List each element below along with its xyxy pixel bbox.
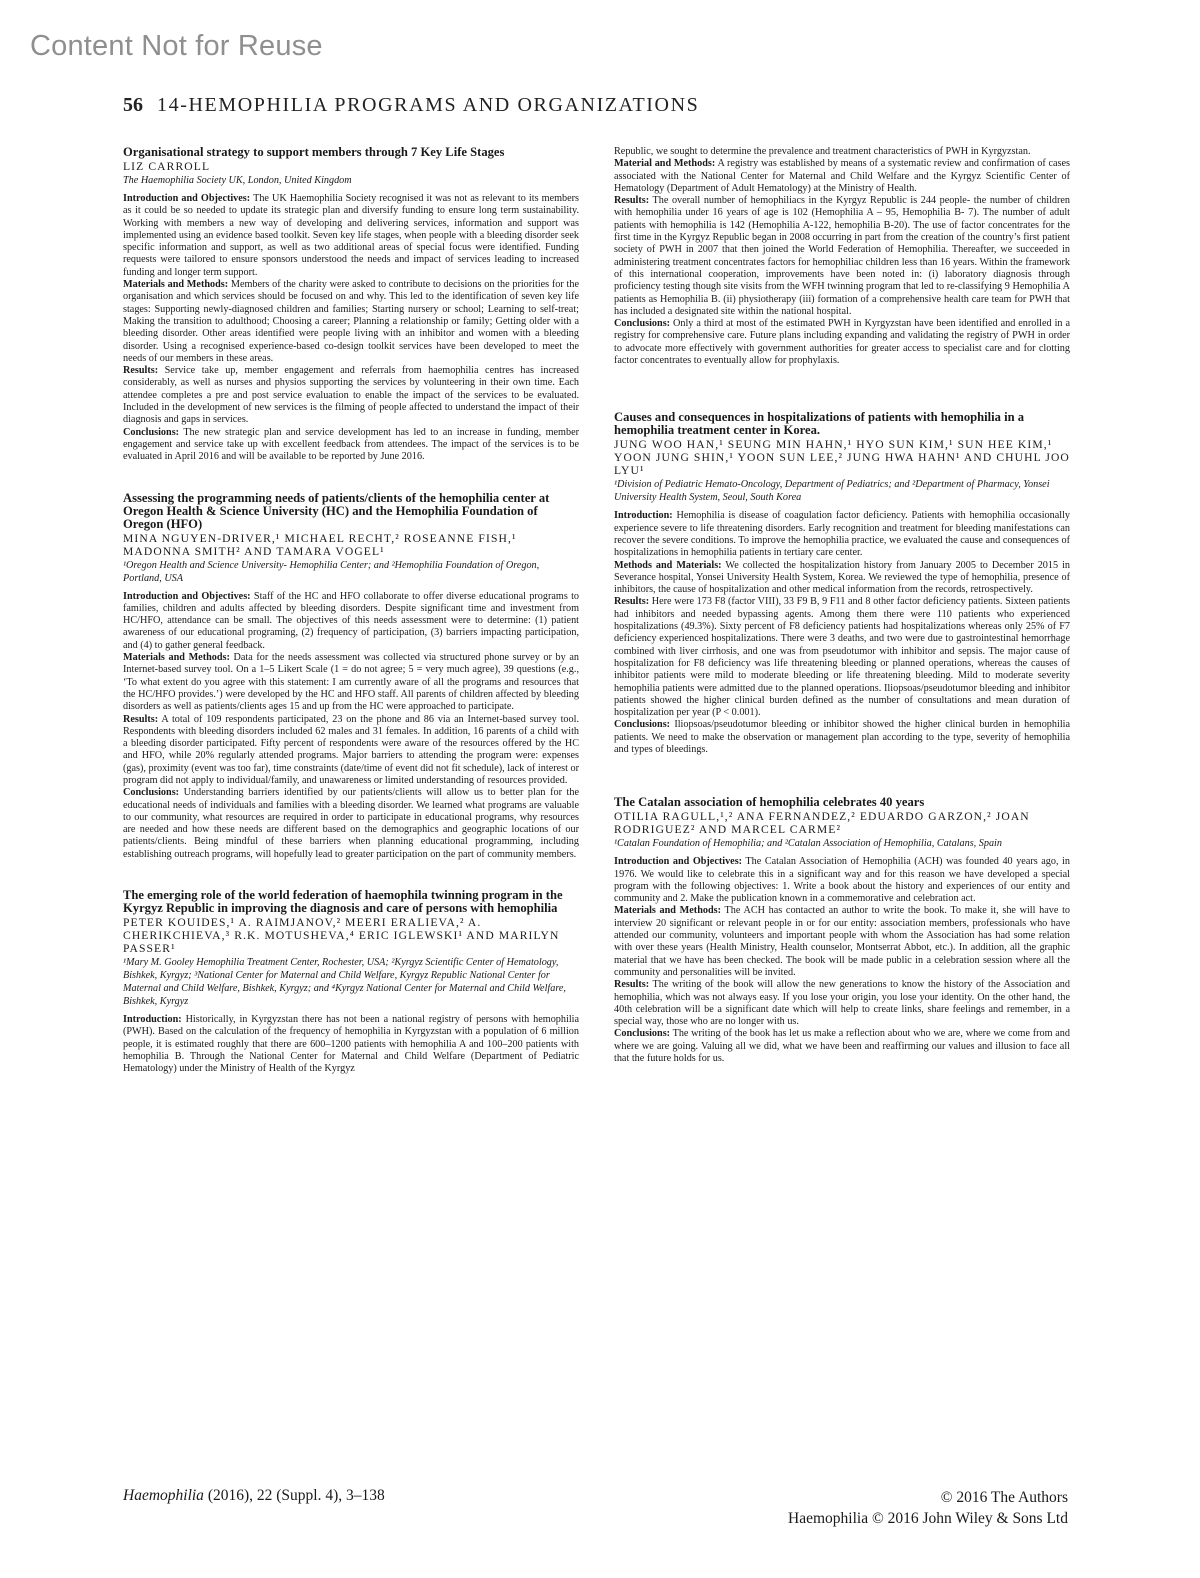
abstract-section [614,596,1070,719]
abstract-authors: LIZ CARROLL [123,160,211,173]
section-label: Results: [123,365,159,377]
section-text: Members of the charity were asked to contribute to decisions on the priorities for the organisation and which services should be focused on and why. This led to the identification of seven key life stages: Supporting newly-diagnosed children and families; Starting nursery or school; Learning to self-treat; Making the transition to adulthood; Choosing a career; Planning a relationship or family; Getting older with a bleeding disorder. Other areas identified were people living with an inhibitor and women with a bleeding disorder. Using a recognised experience-based co-design toolkit services have been developed to meet the needs of our members in these areas. [123,279,579,364]
abstract-section [614,905,1070,979]
abstract-section [123,1014,579,1075]
section-text: Hemophilia is disease of coagulation factor deficiency. Patients with hemophilia occasionally experience severe to life threatening disorders. Early recognition and treatment for bleeding manifestations can recover the severe conditions. To improve the hemophilia practice, we evaluated the cause and consequences of hospitalizations in hemophilia patients in tertiary care center. [614,510,1070,559]
citation-details: (2016), 22 (Suppl. 4), 3–138 [207,1487,385,1504]
section-text: We collected the hospitalization history from January 2005 to December 2015 in Severance hospital, Yonsei University Health System, Korea. We reviewed the type of hemophilia, presence of inhibitors, the cause of hospitalization and other medical information from the records, retrospectively. [614,559,1070,596]
section-label: Results: [123,713,159,725]
abstract-authors: MINA NGUYEN-DRIVER,¹ MICHAEL RECHT,² ROSEANNE FISH,¹ MADONNA SMITH² AND TAMARA VOGEL¹ [123,531,517,558]
right-column [614,146,1070,1093]
section-label: Materials and Methods: [123,279,229,291]
abstract-oregon-needs-assessment [123,492,579,862]
section-text: The writing of the book will allow the new generations to know the history of the Association and hemophilia, which was not always easy. If you lose your origin, you lose your identity. On the other hand, the 40th celebration will be a significant date which will help to create links, share feelings and remember, in a special way, those who are no longer with us. [614,979,1070,1028]
section-label: Methods and Materials: [614,559,722,571]
section-text: The ACH has contacted an author to write the book. To make it, she will have to interview 20 significant or relevant people in or for our entity: association members, professionals who have attended our community, volunteers and important people with whom the Association has had some relation with over these years (Health Ministry, Health counselor, Montserrat Abbot, etc.). In addition, all the graphic material that we have has been checked. The book will be made public in a celebration session where all the community and personalities will be invited. [614,905,1070,978]
section-text: A registry was established by means of a systematic review and confirmation of cases associated with the National Center for Maternal and Child Welfare and the Kyrgyz Scientific Center of Hematology (Department of Adult Hematology) at the Ministry of Health. [614,158,1070,194]
abstract-section [123,427,579,464]
copyright-authors: © 2016 The Authors [940,1489,1068,1506]
abstract-title: The Catalan association of hemophilia celebrates 40 years [614,795,925,810]
abstract-section [123,591,579,652]
footer-copyright [788,1487,1068,1529]
section-label: Results: [614,979,650,991]
section-text: Historically, in Kyrgyzstan there has not been a national registry of persons with hemophilia (PWH). Based on the calculation of the frequency of hemophilia in Kyrgyzstan with a population of 6 million people, it is estimated roughly that there are 600–1200 patients with hemophilia A and 100–200 patients with hemophilia B. Through the National Center for Maternal and Child Welfare (Department of Pediatric Hematology) under the Ministry of Health of the Kyrgyz [123,1014,579,1075]
section-text: A total of 109 respondents participated, 23 on the phone and 86 via an Internet-based survey tool. Respondents with bleeding disorders included 62 males and 31 females. In addition, 16 parents of a child with a bleeding disorder participated. Fifty percent of respondents were aware of the resources offered by the HC and HFO, while 20% regularly attended programs. Major barriers to attending the program were: expenses (gas), proximity (event was too far), time constraints (date/time of event did not fit schedule), lack of interest or program did not apply to individual/family, and unawareness or limited understanding of resources provided. [123,713,579,786]
section-text: The overall number of hemophiliacs in the Kyrgyz Republic is 244 people- the number of children with hemophilia under 16 years of age is 102 (Hemophilia A – 95, Hemophilia B- 7). The number of adult patients with hemophilia is 142 (Hemophilia A-122, hemophilia B-20). The use of factor concentrates for the first time in the Kyrgyz Republic began in 2008 occurring in part from the creation of the country’s first patient society of PWH in 2007 that then joined the World Federation of Hemophilia. Thereafter, we succeeded in administering treatment concentrates factors for hemophiliac children less than 16 years. Within the framework of this international cooperation, improvements have been noted in: (i) laboratory diagnosis through proficiency testing though site visits from the WFH twinning program that led to re-classifying 9 Hemophilia A patients as Hemophilia B. (ii) physiotherapy (iii) formation of a comprehensive health care team for PWH that has included a designated site within the national hospital. [614,195,1070,317]
abstract-affiliation: ¹Oregon Health and Science University- Hemophilia Center; and ²Hemophilia Foundation of Oregon, Portland, USA [123,559,540,584]
abstract-affiliation: The Haemophilia Society UK, London, United Kingdom [123,175,352,186]
abstract-organisational-strategy [123,146,579,464]
section-title: 14-HEMOPHILIA PROGRAMS AND ORGANIZATIONS [157,94,700,116]
abstract-section [614,979,1070,1028]
abstract-korea-hospitalizations [614,411,1070,756]
section-label: Conclusions: [123,426,180,438]
section-text: Here were 173 F8 (factor VIII), 33 F9 B, 9 F11 and 8 other factor deficiency patients. Sixteen patients had inhibitors and needed bypassing agents. Among them there were 110 patients who experienced hospitalizations (49.3%). Sixty percent of F8 deficiency patients had hospitalizations whereas only 25% of F7 deficiency experienced hospitalizations. There were 3 deaths, and two were due to gastrointestinal hemorrhage combined with liver cirrhosis, and one was from pseudotumor with inhibitor and sepsis. The major cause of hospitalization for F8 deficiency was life threatening bleeding or planned operations, whereas the causes of inhibitor patients were mild to moderate bleeding or life threatening bleeding. Mild to moderate severity hemophilia patients were admitted due to the planned operations. Iliopsoas/pseudotumor bleeding and inhibitor patients showed the higher clinical burden defined as the number of consultations and mean duration of hospitalization per year (P < 0.001). [614,596,1071,719]
continued-text: Republic, we sought to determine the prevalence and treatment characteristics of PWH in Kyrgyzstan. [614,146,1031,157]
abstract-section [123,193,579,279]
watermark: Content Not for Reuse [30,30,323,62]
footer-citation [123,1487,385,1505]
abstract-section [614,719,1070,756]
abstract-authors: JUNG WOO HAN,¹ SEUNG MIN HAHN,¹ HYO SUN KIM,¹ SUN HEE KIM,¹ YOON JUNG SHIN,¹ YOON SUN LEE,² JUNG HWA HAHN¹ AND CHUHL JOO LYU¹ [614,438,1070,478]
section-text: The Catalan Association of Hemophilia (ACH) was founded 40 years ago, in 1976. We would like to celebrate this in a significant way and for this reason we have developed a special program with the following objectives: 1. Write a book about the history and experiences of our entity and community and 2. Make the publication known in a commemorative and celebration act. [614,856,1070,905]
left-column [123,146,579,1104]
abstract-section [123,787,579,861]
section-text: Understanding barriers identified by our patients/clients will allow us to better plan for the educational needs of individuals and families with a bleeding disorder. We learned what programs are valuable to our community, what resources are required in order to participate in educational programs, why resources are needed and how these needs are different based on the demographics and geographic locations of our patients/clients. Being mindful of these barriers when planning educational programming, including establishing outreach programs, will hopefully lead to greater participation on the part of community members. [123,787,580,860]
section-text: Data for the needs assessment was collected via structured phone survey or by an Internet-based survey tool. On a 1–5 Likert Scale (1 = do not agree; 5 = very much agree), 39 questions (e.g., ‘To what extent do you agree with this statement: I am currently aware of all the programs and resources that the HC/HFO provides.’) were developed by the HC and HFO staff. All parents of children affected by bleeding disorders as well as patients/clients ages 15 and up from the HC were approached to participate. [123,652,579,713]
abstract-title: Causes and consequences in hospitalizations of patients with hemophilia in a hemophilia treatment center in Korea. [614,410,1025,438]
abstract-section [123,652,579,713]
abstract-section [614,158,1070,195]
section-label: Conclusions: [614,1028,671,1040]
section-label: Results: [614,596,650,608]
abstract-kyrgyz-twinning [123,889,579,1075]
section-label: Results: [614,195,650,207]
section-label: Materials and Methods: [123,652,230,664]
section-text: The writing of the book has let us make a reflection about who we are, where we come from and where we are going. Valuing all we did, what we have been and reaffirming our values and illusion to face all that the future holds for us. [614,1028,1070,1065]
section-label: Conclusions: [123,787,180,799]
abstract-affiliation: ¹Division of Pediatric Hemato-Oncology, Department of Pediatrics; and ²Department of Pharmacy, Yonsei University Health System, Seoul, South Korea [614,479,1050,504]
section-label: Introduction and Objectives: [614,856,743,868]
abstract-section [123,279,579,365]
abstract-authors: PETER KOUIDES,¹ A. RAIMJANOV,² MEERI ERALIEVA,² A. CHERIKCHIEVA,³ R.K. MOTUSHEVA,⁴ ERIC IGLEWSKI¹ AND MARILYN PASSER¹ [123,916,560,956]
section-label: Conclusions: [614,719,671,731]
abstract-section [123,365,579,426]
abstract-title: Assessing the programming needs of patients/clients of the hemophilia center at Oregon Health & Science University (HC) and the Hemophilia Foundation of Oregon (HFO) [123,490,550,531]
abstract-catalan-association [614,796,1070,1065]
abstract-section [614,856,1070,905]
journal-name: Haemophilia [123,1487,204,1504]
section-label: Materials and Methods: [614,905,721,917]
section-label: Introduction and Objectives: [123,590,251,602]
abstract-section [614,560,1070,597]
abstract-section [614,510,1070,559]
section-text: The UK Haemophilia Society recognised it was not as relevant to its members as it could be so needed to update its strategic plan and diversify funding to ensure long term sustainability. Working with members a new way of developing and delivering services, information and support was implemented using an evidence based toolkit. Seven key life stages, when people with a bleeding disorder seek specific information and support, as well as two additional areas of special focus were identified. Funding requests were tailored to ensure sponsors understood the needs and impact of services leading to increased funding and longer term support. [123,193,579,278]
section-text: Only a third at most of the estimated PWH in Kyrgyzstan have been identified and enrolled in a registry for comprehensive care. Future plans including expanding and validating the registry of PWH in order to advocate more effectively with government authorities for greater access to specialist care and for clotting factor concentrates to eventually allow for prophylaxis. [614,318,1070,367]
section-label: Conclusions: [614,318,671,330]
section-label: Introduction and Objectives: [123,193,251,204]
abstract-section [614,195,1070,318]
page-number: 56 [123,94,143,116]
abstract-section [614,1028,1070,1065]
section-label: Introduction: [614,510,673,522]
running-header [123,94,699,117]
abstract-title: The emerging role of the world federation of haemophila twinning program in the Kyrgyz Republic in improving the diagnosis and care of persons with hemophilia [123,888,563,916]
section-label: Introduction: [123,1014,182,1026]
abstract-title: Organisational strategy to support members through 7 Key Life Stages [123,145,505,159]
section-text: The new strategic plan and service development has led to an increase in funding, member engagement and service take up with excellent feedback from attendees. The impact of the services is to be evaluated in April 2016 and will be available to be reported by June 2016. [123,426,579,463]
section-text: Staff of the HC and HFO collaborate to offer diverse educational programs to families, children and adults affected by bleeding disorders. Despite significant time and investment from HC/HFO, attendance can be small. The objectives of this needs assessment were to determine: (1) patient awareness of our educational programing, (2) frequency of participation, (3) barriers impacting participation, and (4) to gather general feedback. [123,590,580,651]
abstract-authors: OTILIA RAGULL,¹,² ANA FERNANDEZ,² EDUARDO GARZON,² JOAN RODRIGUEZ² AND MARCEL CARME² [614,810,1030,837]
abstract-section [123,714,579,788]
abstract-affiliation: ¹Catalan Foundation of Hemophilia; and ²Catalan Association of Hemophilia, Catalans, Spain [614,838,1002,850]
copyright-publisher: Haemophilia © 2016 John Wiley & Sons Ltd [788,1510,1068,1527]
section-text: Iliopsoas/pseudotumor bleeding or inhibitor showed the higher clinical burden in hemophilia patients. We need to make the observation or management plan according to the type, severity of hemophilia and types of bleedings. [614,719,1071,755]
abstract-section [614,318,1070,367]
abstract-affiliation: ¹Mary M. Gooley Hemophilia Treatment Center, Rochester, USA; ²Kyrgyz Scientific Center of Hematology, Bishkek, Kyrgyz; ³National Center for Maternal and Child Welfare, Kyrgyz Republic National Center for Maternal and Child Welfare, Bishkek, Kyrgyz; and ⁴Kyrgyz National Center for Maternal and Child Welfare, Bishkek, Kyrgyz [123,957,566,1008]
section-text: Service take up, member engagement and referrals from haemophilia centres has increased considerably, as well as nurses and physios supporting the services by volunteering in their own time. Each attendee completes a pre and post service evaluation to enable the impact of the services to be evaluated. Included in the development of new services is the filming of people affected to understand the impact of their diagnosis and gaps in services. [123,365,579,426]
section-label: Material and Methods: [614,158,716,170]
abstract-kyrgyz-twinning-continued [614,146,1070,367]
